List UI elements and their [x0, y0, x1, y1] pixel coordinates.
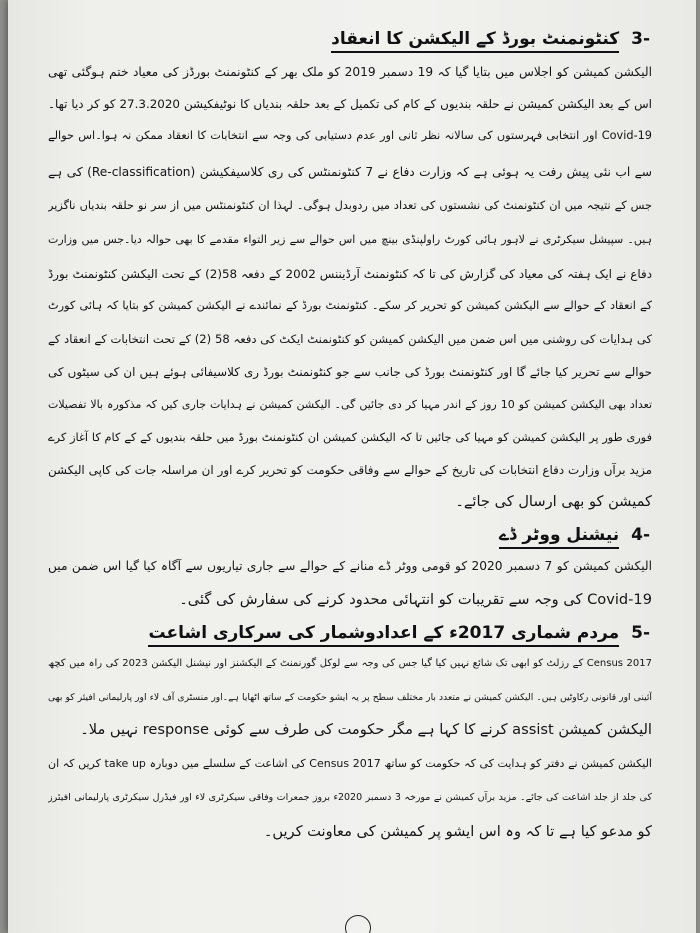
section-4-heading — [499, 524, 650, 545]
section-3-line: ہیں۔ سپیشل سیکرٹری نے لاہور ہائی کورٹ راولپنڈی بینچ میں اس حوالے سے زیر التواء مقدمے کا بھی حوالہ دیا۔جس میں وزارت — [48, 233, 652, 246]
section-3-line: سے اب نئی پیش رفت یہ ہوئی ہے کہ وزارت دفاع نے 7 کنٹونمنٹس کی ری کلاسیفکیشن (Re-classification) کی ہے — [48, 165, 652, 179]
section-3-line: الیکشن کمیشن کو اجلاس میں بتایا گیا کہ 19 دسمبر 2019 کو ملک بھر کے کنٹونمنٹ بورڈز کی معیاد ختم ہوگئی تھی — [48, 65, 652, 79]
section-3-line: دفاع نے ایک ہفتہ کی معیاد کی گزارش کی تا کہ کنٹونمنٹ آرڈیننس 2002 کے دفعہ 58(2) کے تحت الیکشن کنٹونمنٹ بورڈ — [48, 267, 652, 281]
section-5-line: آئینی اور قانونی رکاوٹیں ہیں۔ الیکشن کمیشن نے متعدد بار مختلف سطح پر یہ ایشو حکومت کے ساتھ اٹھایا ہے۔اور منسٹری آف لاء اور پارلیمانی افیئر کو بھی — [48, 692, 652, 703]
section-3-line: کمیشن کو بھی ارسال کی جائے۔ — [455, 493, 652, 510]
section-4-number: -4 — [631, 525, 650, 545]
section-5-line: کی جلد از جلد اشاعت کی جائے۔ مزید برآں کمیشن نے مورخہ 3 دسمبر 2020ء بروز جمعرات وفاقی سیکرٹری لاء اور فیڈرل سیکرٹری پارلیمانی افیئرز — [48, 792, 652, 803]
section-4-line: Covid-19 کی وجہ سے تقریبات کو انتہائی محدود کرنے کی سفارش کی گئی۔ — [179, 591, 652, 608]
section-3-line: جس کے نتیجہ میں ان کنٹونمنٹ کی نشستوں کی تعداد میں ردوبدل ہوگی۔ لہذا ان کنٹونمنٹس میں از سر نو حلقہ بندیاں ناگزیر — [48, 199, 652, 212]
section-3-line: کی ہدایات کی روشنی میں اس ضمن میں الیکشن کمیشن کو کنٹونمنٹ ایکٹ کی دفعہ 58 (2) کے تحت انتخابات کے انعقاد کے — [48, 332, 652, 346]
section-5-line: کو مدعو کیا ہے تا کہ وہ اس ایشو پر کمیشن کی معاونت کریں۔ — [263, 823, 652, 840]
section-3-number: -3 — [631, 29, 650, 49]
section-3-line: اس کے بعد الیکشن کمیشن نے حلقہ بندیوں کے کام کی تکمیل کے بعد حلقہ بندیاں کا نوٹیفکیشن 27.3.2020 کو کر دیا تھا۔ — [48, 97, 652, 111]
section-5-line: الیکشن کمیشن assist کرنے کا کہا ہے مگر حکومت کی طرف سے کوئی response نہیں ملا۔ — [80, 721, 652, 738]
section-3-line: مزید برآں وزارت دفاع انتخابات کی تاریخ کے حوالے سے وفاقی حکومت کو تحریر کرے اور ان مراسلہ جات کی کاپی الیکشن — [48, 463, 652, 477]
section-3-heading — [331, 28, 650, 49]
document-page — [8, 0, 696, 933]
section-5-heading — [148, 622, 650, 643]
section-5-number: -5 — [631, 623, 650, 643]
section-3-line: Covid-19 اور انتخابی فہرستوں کی سالانہ نظر ثانی اور عدم دستیابی کی وجہ سے انتخابات کا انعقاد ممکن نہ ہوا۔اس حوالے — [48, 129, 652, 142]
section-4-title: نیشنل ووٹر ڈے — [499, 525, 619, 549]
section-5-line: الیکشن کمیشن نے دفتر کو ہدایت کی کہ حکومت کو ساتھ Census 2017 کی اشاعت کے سلسلے میں دوبارہ take up کریں کہ ان — [48, 757, 652, 770]
page-number-mark — [345, 915, 371, 933]
section-3-line: فوری طور پر الیکشن کمیشن کو مہیا کی جائیں تا کہ الیکشن کمیشن ان کنٹونمنٹ بورڈ میں حلقہ بندیوں کے کے کام کا آغاز کرے — [48, 431, 652, 444]
section-5-line: Census 2017 کے رزلٹ کو ابھی تک شائع نہیں کیا گیا جس کی وجہ سے لوکل گورنمنٹ کے الیکشنز اور نیشنل الیکشن 2023 کی راہ میں کچھ — [48, 658, 652, 669]
section-5-title: مردم شماری 2017ء کے اعدادوشمار کی سرکاری اشاعت — [148, 623, 619, 647]
section-3-title: کنٹونمنٹ بورڈ کے الیکشن کا انعقاد — [331, 29, 619, 53]
section-4-line: الیکشن کمیشن کو 7 دسمبر 2020 کو قومی ووٹر ڈے منانے کے حوالے سے جاری تیاریوں سے آگاہ کیا گیا اس ضمن میں — [48, 559, 652, 573]
section-3-line: حوالے سے تحریر کیا جائے گا اور کنٹونمنٹ بورڈ کی جانب سے جو کنٹونمنٹ بورڈ ری کلاسیفائی ہوئے ہیں ان کی سیٹوں کی — [48, 365, 652, 379]
section-3-line: کے انعقاد کے حوالے سے الیکشن کمیشن کو تحریر کر سکے۔ کنٹونمنٹ بورڈ کے نمائندے نے الیکشن کمیشن کو بتایا کہ ہائی کورٹ — [48, 299, 652, 312]
section-3-line: تعداد بھی الیکشن کمیشن کو 10 روز کے اندر مہیا کر دی جائیں گی۔ الیکشن کمیشن نے ہدایات جاری کیں کہ مذکورہ بالا تفصیلات — [48, 398, 652, 411]
